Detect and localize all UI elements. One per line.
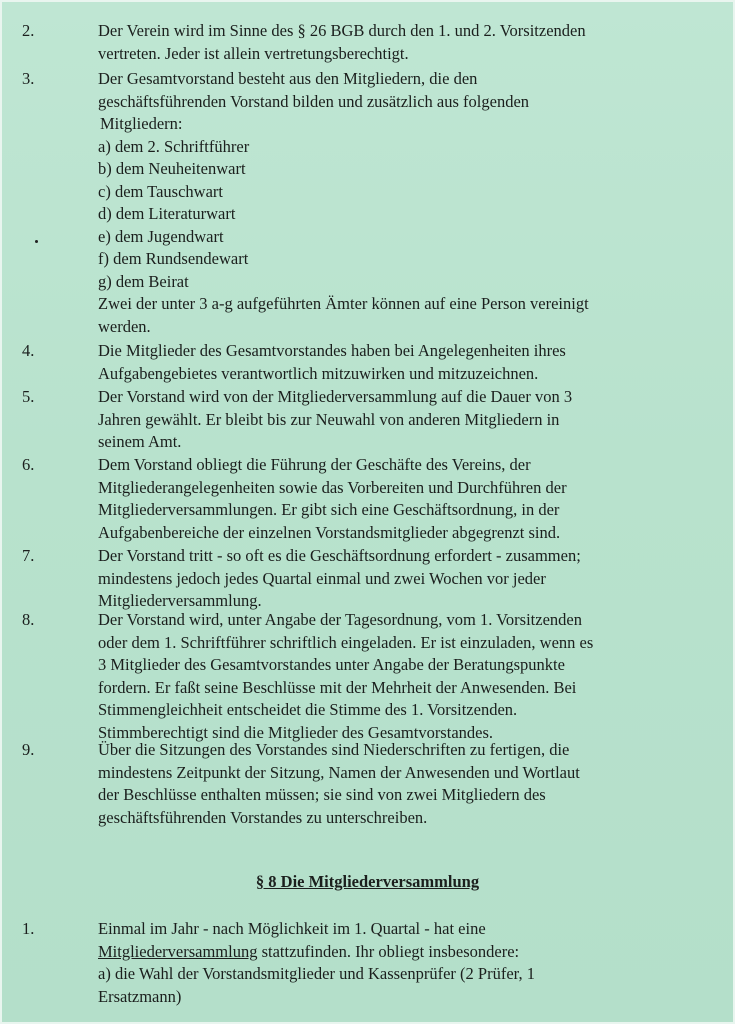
text-line: seinem Amt.: [98, 432, 182, 451]
item-text: [98, 609, 723, 744]
text-line: Der Vorstand wird, unter Angabe der Tagesordnung, vom 1. Vorsitzenden: [98, 610, 582, 629]
text-line: Die Mitglieder des Gesamtvorstandes haben bei Angelegenheiten ihres: [98, 341, 566, 360]
text-line: Zwei der unter 3 a-g aufgeführten Ämter können auf eine Person vereinigt: [98, 294, 589, 313]
underlined-term: Mitgliederversammlung: [98, 941, 258, 961]
item-text: [98, 340, 723, 385]
text-line: Aufgabengebietes verantwortlich mitzuwirken und mitzuzeichnen.: [98, 363, 539, 383]
item-text: [98, 20, 723, 65]
text-line: f) dem Rundsendewart: [98, 249, 249, 268]
text-line: g) dem Beirat: [98, 271, 189, 291]
item-number: 2.: [22, 21, 35, 40]
text-line: Der Vorstand wird von der Mitgliederversammlung auf die Dauer von 3: [98, 387, 573, 406]
text-line: werden.: [98, 316, 151, 336]
text-line: vertreten. Jeder ist allein vertretungsberechtigt.: [98, 43, 409, 63]
text-line: d) dem Literaturwart: [98, 204, 236, 223]
text-line: mindestens Zeitpunkt der Sitzung, Namen der Anwesenden und Wortlaut: [98, 762, 580, 782]
text-line: Mitgliederversammlung.: [98, 591, 262, 610]
text-segment: stattzufinden. Ihr obliegt insbesondere:: [257, 941, 520, 961]
text-line: Stimmengleichheit entscheidet die Stimme des 1. Vorsitzenden.: [98, 700, 518, 719]
text-line: oder dem 1. Schriftführer schriftlich eingeladen. Er ist einzuladen, wenn es: [98, 632, 594, 652]
item-text: [98, 545, 723, 613]
item-number: 5.: [22, 387, 35, 406]
item-text: [98, 454, 723, 544]
text-line: e) dem Jugendwart: [98, 226, 224, 246]
text-line: Der Vorstand tritt - so oft es die Geschäftsordnung erfordert - zusammen;: [98, 546, 581, 565]
text-line: [98, 941, 723, 964]
item-number: 9.: [22, 740, 35, 759]
text-line: Einmal im Jahr - nach Möglichkeit im 1. Quartal - hat eine: [98, 919, 486, 938]
item-text: [98, 739, 723, 829]
text-line: 3 Mitglieder des Gesamtvorstandes unter Angabe der Beratungspunkte: [98, 655, 565, 674]
item-number: 3.: [22, 69, 35, 88]
text-line: b) dem Neuheitenwart: [98, 159, 246, 178]
text-line: Mitgliedern:: [100, 114, 183, 133]
text-line: Der Verein wird im Sinne des § 26 BGB durch den 1. und 2. Vorsitzenden: [98, 21, 586, 40]
text-line: a) die Wahl der Vorstandsmitglieder und Kassenprüfer (2 Prüfer, 1: [98, 964, 535, 983]
item-text: [98, 918, 723, 1008]
item-text: [98, 386, 723, 454]
text-line: geschäftsführenden Vorstand bilden und zusätzlich aus folgenden: [98, 91, 530, 111]
item-number: 6.: [22, 455, 35, 474]
text-line: Ersatzmann): [98, 986, 182, 1006]
text-line: a) dem 2. Schriftführer: [98, 136, 250, 156]
section-heading: § 8 Die Mitgliederversammlung: [255, 872, 480, 891]
text-line: geschäftsführenden Vorstandes zu unterschreiben.: [98, 807, 428, 827]
text-line: Aufgabenbereiche der einzelnen Vorstandsmitglieder abgegrenzt sind.: [98, 522, 561, 542]
text-line: Dem Vorstand obliegt die Führung der Geschäfte des Vereins, der: [98, 455, 531, 474]
text-line: der Beschlüsse enthalten müssen; sie sind von zwei Mitgliedern des: [98, 785, 546, 804]
item-number: 8.: [22, 610, 35, 629]
item-number: 1.: [22, 919, 35, 938]
text-line: Mitgliederversammlungen. Er gibt sich eine Geschäftsordnung, in der: [98, 500, 560, 519]
text-line: fordern. Er faßt seine Beschlüsse mit der Mehrheit der Anwesenden. Bei: [98, 677, 577, 697]
item-number: 4.: [22, 341, 35, 360]
item-text: [98, 68, 723, 338]
margin-dot: [35, 240, 38, 243]
text-line: Der Gesamtvorstand besteht aus den Mitgliedern, die den: [98, 69, 478, 88]
text-line: mindestens jedoch jedes Quartal einmal und zwei Wochen vor jeder: [98, 568, 546, 588]
text-line: c) dem Tauschwart: [98, 181, 223, 201]
text-line: Mitgliederangelegenheiten sowie das Vorbereiten und Durchführen der: [98, 477, 567, 497]
text-line: Jahren gewählt. Er bleibt bis zur Neuwahl von anderen Mitgliedern in: [98, 409, 560, 429]
text-line: Stimmberechtigt sind die Mitglieder des Gesamtvorstandes.: [98, 722, 494, 742]
item-number: 7.: [22, 546, 35, 565]
text-line: Über die Sitzungen des Vorstandes sind Niederschriften zu fertigen, die: [98, 740, 570, 759]
